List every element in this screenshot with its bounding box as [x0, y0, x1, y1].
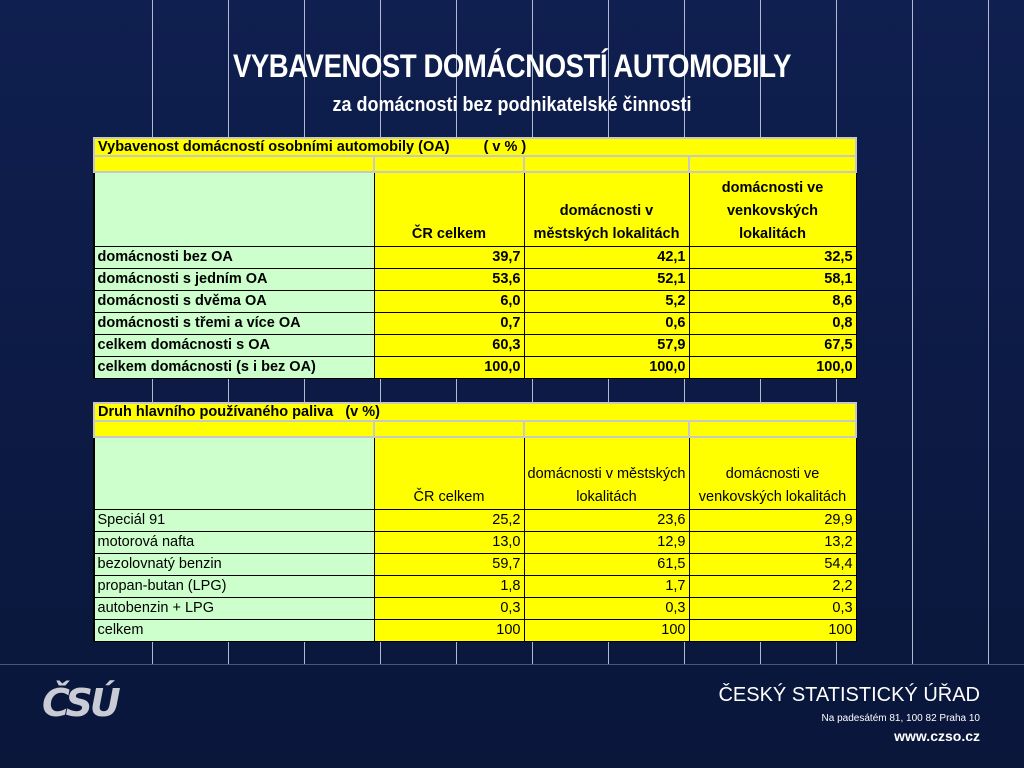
row-label: celkem [94, 619, 374, 641]
organization-name: ČESKÝ STATISTICKÝ ÚŘAD [718, 684, 980, 706]
table-row [94, 575, 856, 597]
cell-value: 0,6 [524, 312, 689, 334]
cell-value: 100,0 [374, 356, 524, 378]
table-row [94, 290, 856, 312]
cell-value: 54,4 [689, 553, 856, 575]
cell-value: 23,6 [524, 509, 689, 531]
page-title: VYBAVENOST DOMÁCNOSTÍ AUTOMOBILY [232, 48, 792, 84]
cell-value: 60,3 [374, 334, 524, 356]
cell-value: 0,7 [374, 312, 524, 334]
cell-value: 59,7 [374, 553, 524, 575]
row-label: celkem domácnosti s OA [94, 334, 374, 356]
row-label: domácnosti s třemi a více OA [94, 312, 374, 334]
column-header: domácnosti v městských lokalitách [524, 172, 689, 246]
row-label: domácnosti s jedním OA [94, 268, 374, 290]
organization-address: Na padesátém 81, 100 82 Praha 10 [821, 713, 980, 724]
row-label: celkem domácnosti (s i bez OA) [94, 356, 374, 378]
cell-value: 100,0 [689, 356, 856, 378]
cell-value: 100,0 [524, 356, 689, 378]
cell-value: 100 [374, 619, 524, 641]
cell-value: 52,1 [524, 268, 689, 290]
czso-logo: ČSÚ [42, 681, 118, 725]
table-unit: ( v % ) [483, 139, 527, 155]
table-row [94, 312, 856, 334]
cell-value: 1,7 [524, 575, 689, 597]
row-label: Speciál 91 [94, 509, 374, 531]
table-row [94, 334, 856, 356]
cell-value: 2,2 [689, 575, 856, 597]
table-row [94, 509, 856, 531]
column-header: ČR celkem [374, 437, 524, 509]
column-header-empty [94, 172, 374, 246]
table-row [94, 268, 856, 290]
cell-value: 67,5 [689, 334, 856, 356]
cell-value: 100 [524, 619, 689, 641]
cell-value: 32,5 [689, 246, 856, 268]
row-label: domácnosti bez OA [94, 246, 374, 268]
cell-value: 0,3 [689, 597, 856, 619]
cell-value: 29,9 [689, 509, 856, 531]
column-header: domácnosti ve venkovských lokalitách [689, 437, 856, 509]
cell-value: 61,5 [524, 553, 689, 575]
car-ownership-table [93, 137, 855, 379]
cell-value: 5,2 [524, 290, 689, 312]
cell-value: 42,1 [524, 246, 689, 268]
column-header-empty [94, 437, 374, 509]
table-row [94, 246, 856, 268]
cell-value: 39,7 [374, 246, 524, 268]
footer-divider [0, 664, 1024, 665]
cell-value: 57,9 [524, 334, 689, 356]
column-header: domácnosti v městských lokalitách [524, 437, 689, 509]
cell-value: 13,2 [689, 531, 856, 553]
page-subtitle: za domácnosti bez podnikatelské činnosti [332, 94, 692, 116]
table-row [94, 531, 856, 553]
table-title: Druh hlavního používaného paliva (v %) [94, 403, 856, 421]
cell-value: 53,6 [374, 268, 524, 290]
cell-value: 0,3 [374, 597, 524, 619]
cell-value: 25,2 [374, 509, 524, 531]
row-label: autobenzin + LPG [94, 597, 374, 619]
table-row [94, 356, 856, 378]
table-header [94, 138, 856, 156]
grid-line [988, 0, 989, 664]
cell-value: 13,0 [374, 531, 524, 553]
row-label: propan-butan (LPG) [94, 575, 374, 597]
column-header: domácnosti ve venkovských lokalitách [689, 172, 856, 246]
table-row [94, 619, 856, 641]
cell-value: 6,0 [374, 290, 524, 312]
website-link[interactable]: www.czso.cz [894, 728, 980, 744]
table-title: Vybavenost domácností osobními automobily (OA) [98, 139, 450, 155]
cell-value: 1,8 [374, 575, 524, 597]
column-header: ČR celkem [374, 172, 524, 246]
cell-value: 8,6 [689, 290, 856, 312]
row-label: domácnosti s dvěma OA [94, 290, 374, 312]
cell-value: 100 [689, 619, 856, 641]
fuel-type-table [93, 402, 855, 642]
table-row [94, 597, 856, 619]
cell-value: 12,9 [524, 531, 689, 553]
table-row [94, 553, 856, 575]
row-label: bezolovnatý benzin [94, 553, 374, 575]
cell-value: 0,3 [524, 597, 689, 619]
cell-value: 58,1 [689, 268, 856, 290]
organization-info [718, 684, 980, 744]
cell-value: 0,8 [689, 312, 856, 334]
row-label: motorová nafta [94, 531, 374, 553]
